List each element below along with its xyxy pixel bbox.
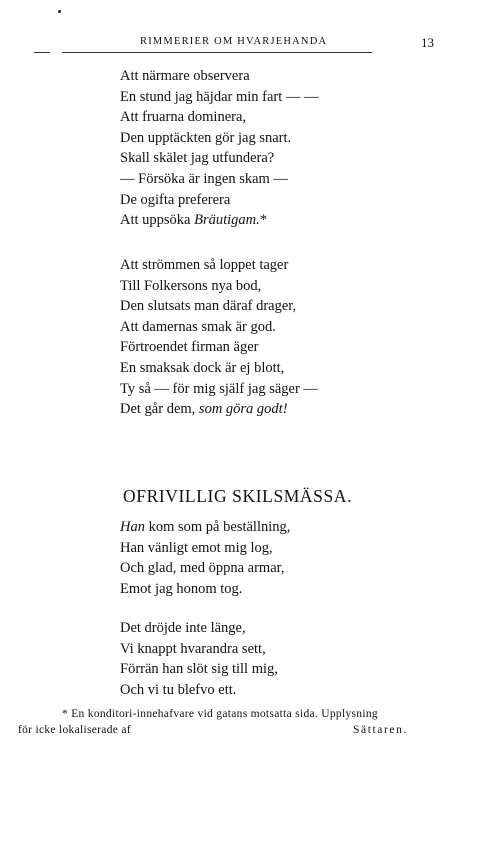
poem-title: OFRIVILLIG SKILSMÄSSA. bbox=[123, 486, 353, 506]
verse-line: En smaksak dock är ej blott, bbox=[120, 359, 285, 376]
verse-line: Och glad, med öppna armar, bbox=[120, 560, 285, 577]
verse-line bbox=[120, 210, 319, 231]
poem1-stanza1 bbox=[120, 66, 319, 231]
header-rule bbox=[62, 52, 372, 53]
verse-line bbox=[120, 517, 290, 538]
verse-line: En stund jag häjdar min fart — — bbox=[120, 88, 319, 105]
footnote-signature: Sättaren. bbox=[353, 724, 408, 736]
ink-speck bbox=[58, 10, 61, 13]
verse-line: Vi knappt hvarandra sett, bbox=[120, 640, 266, 657]
verse-text: Det går dem, bbox=[120, 401, 199, 418]
verse-line: Skall skälet jag utfundera? bbox=[120, 150, 275, 167]
italic-phrase: som göra godt! bbox=[198, 401, 288, 418]
italic-word: Bräutigam. bbox=[194, 212, 260, 229]
verse-line: Han vänligt emot mig log, bbox=[120, 539, 273, 556]
verse-line: Att damernas smak är god. bbox=[120, 318, 276, 335]
verse-line: Emot jag honom tog. bbox=[120, 580, 243, 597]
footnote-marker: * bbox=[259, 212, 268, 229]
header-rule-short bbox=[34, 52, 50, 53]
verse-line bbox=[120, 399, 318, 420]
verse-line: Förrän han slöt sig till mig, bbox=[120, 661, 278, 678]
verse-line: Den upptäckten gör jag snart. bbox=[120, 129, 292, 146]
verse-line: Till Folkersons nya bod, bbox=[120, 277, 262, 294]
verse-line: Och vi tu blefvo ett. bbox=[120, 681, 237, 698]
footnote bbox=[18, 706, 448, 738]
verse-line: Ty så — för mig själf jag säger — bbox=[120, 380, 318, 397]
poem2-stanza1 bbox=[120, 517, 290, 599]
verse-line: Förtroendet firman äger bbox=[120, 339, 259, 356]
verse-line: Att strömmen så loppet tager bbox=[120, 257, 289, 273]
verse-line: Det dröjde inte länge, bbox=[120, 620, 246, 636]
footnote-line bbox=[18, 722, 448, 738]
running-head bbox=[0, 36, 504, 52]
verse-line: Att närmare observera bbox=[120, 68, 250, 84]
poem2-stanza2 bbox=[120, 618, 278, 700]
page-number: 13 bbox=[421, 35, 434, 50]
verse-line: De ogifta preferera bbox=[120, 191, 231, 208]
verse-text: kom som på beställning, bbox=[144, 519, 291, 535]
verse-line: Att fruarna dominera, bbox=[120, 109, 247, 126]
italic-word: Han bbox=[120, 519, 145, 535]
verse-text: Att uppsöka bbox=[120, 212, 195, 229]
footnote-text: för icke lokaliserade af bbox=[18, 724, 131, 736]
running-head-title: RIMMERIER OM HVARJEHANDA bbox=[140, 36, 328, 47]
verse-line: — Försöka är ingen skam — bbox=[120, 170, 288, 187]
verse-line: Den slutsats man däraf drager, bbox=[120, 298, 297, 315]
poem1-stanza2 bbox=[120, 255, 318, 420]
footnote-line: * En konditori-innehafvare vid gatans motsatta sida. Upplysning bbox=[62, 708, 378, 720]
